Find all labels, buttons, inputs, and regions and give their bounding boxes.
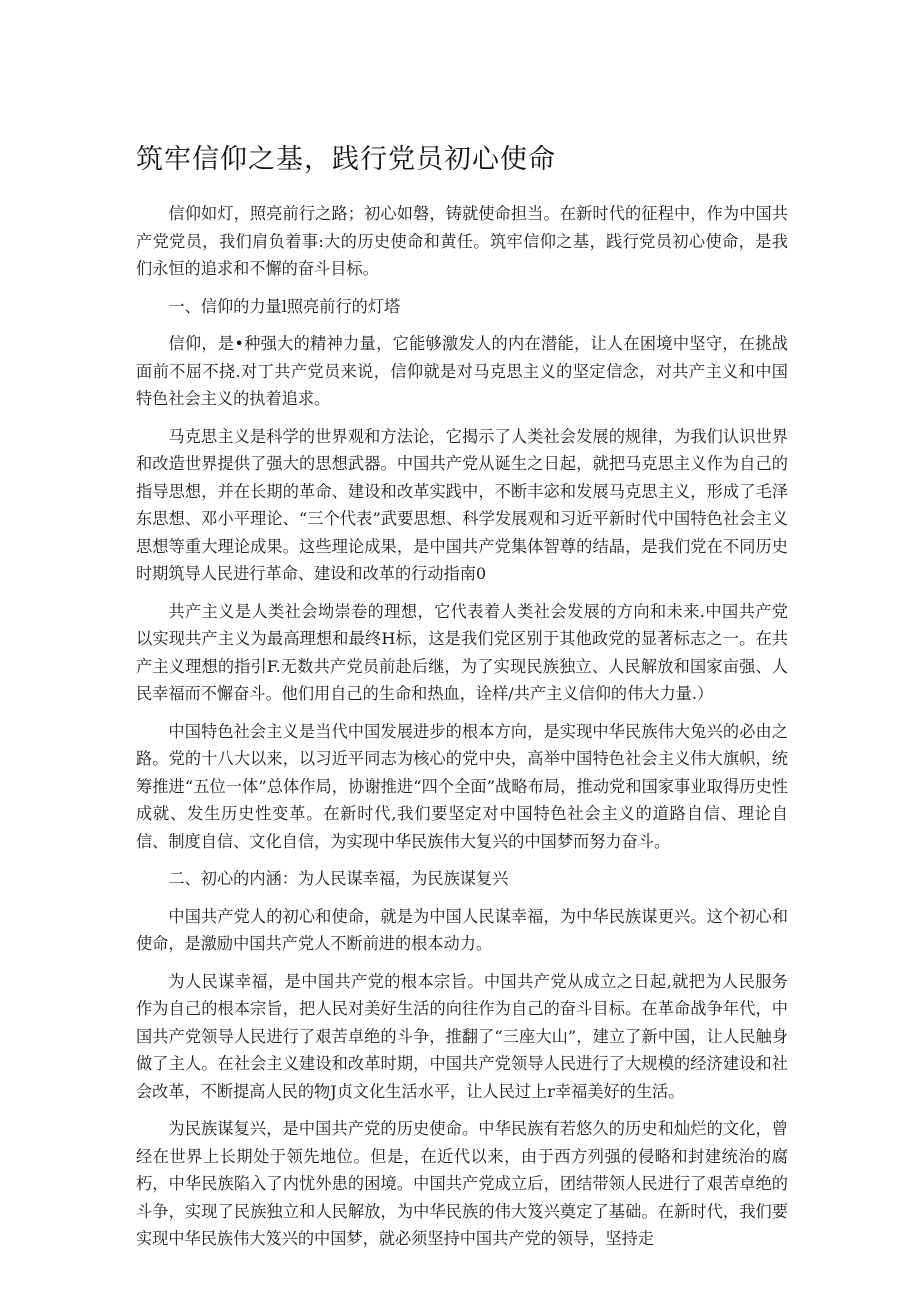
section-1-paragraph-2: 马克思主义是科学的世界观和方法论，它揭示了人类社会发展的规律，为我们认识世界和改造世界提供了强大的思想武器。中国共产党从诞生之日起，就把马克思主义作为自己的指导思想，并在长期的革命、建设和改革实践中，不断丰宓和发展马克思主义，形成了毛泽东思想、邓小平理论、“三个代表”武要思想、科学发展观和习近平新时代中国特色社会主义思想等重大理论成果。这些理论成果，是中国共产党集体智尊的结晶，是我们党在不同历史时期筑导人民进行革命、建设和改革的行动指南0 xyxy=(136,426,788,583)
document-page xyxy=(136,140,788,1263)
section-1-paragraph-4: 中国特色社会主义是当代中国发展进步的根本方向，是实现中华民族伟大兔兴的必由之路。党的十八大以来，以习近平同志为核心的党中央，高举中国特色社会主义伟大旗帜，统筹推进“五位一体”总体作局，协谢推进“四个全面”战略布局，推动党和国家事业取得历史性成就、发生历史性变革。在新时代,我们要坚定对中国特色社会主义的道路自信、理论自信、制度自信、文化自信，为实现中华民族伟大复兴的中国梦而努力奋斗。 xyxy=(136,721,788,851)
section-2-heading: 二、初心的内涵：为人民谋幸福，为民族谋复兴 xyxy=(168,869,509,888)
section-2-paragraph-1: 中国共产党人的初心和使命，就是为中国人民谋幸福，为中华民族谋更兴。这个初心和使命，是激励中国共产党人不断前进的根本动力。 xyxy=(136,906,788,953)
section-1-paragraph-1: 信仰，是•种强大的精神力量，它能够激发人的内在潜能，让人在困境中坚守，在挑战面前不屈不挠.对丁共产党员来说，信仰就是对马克思主义的坚定信念，对共产主义和中国特色社会主义的执着追求。 xyxy=(136,334,788,408)
intro-paragraph: 信仰如灯，照亮前行之路；初心如磐，铸就使命担当。在新时代的征程中，作为中国共产党党员，我们肩负着事:大的历史使命和黄任。筑牢信仰之基，践行党员初心使命，是我们永恒的追求和不懈的奋斗目标。 xyxy=(136,204,788,278)
document-title: 筑牢信仰之基，践行党员初心使命 xyxy=(136,144,556,175)
section-2-paragraph-3: 为民族谋复兴，是中国共产党的历史使命。中华民族有若悠久的历史和灿烂的文化，曾经在世界上长期处于领先地位。但是，在近代以来，由于西方列强的侵略和封建统治的腐朽，中华民族陷入了内忧外患的困境。中国共产党成立后，团结带领人民进行了艰苦卓绝的斗争，实现了民族独立和人民解放，为中华民族的伟大笈兴奠定了基础。在新时代，我们要实现中华民族伟大笈兴的中国梦，就必须坚持中国共产党的领导，坚持走 xyxy=(136,1119,788,1248)
section-2-paragraph-2: 为人民谋幸福，是中国共产党的根本宗旨。中国共产党从成立之日起,就把为人民服务作为自己的根本宗旨，把人民对美好生活的向往作为自己的奋斗目标。在革命战争年代，中国共产党领导人民进行了艰苦卓绝的斗争，推翻了“三座大山”，建立了新中国，让人民触身做了主人。在社会主义建设和改革时期，中国共产党领导人民进行了大规模的经济建设和社会改革，不断提高人民的物J贞文化生活水平，让人民过上r幸福美好的生活。 xyxy=(136,971,788,1101)
section-1-paragraph-3: 共产主义是人类社会坳崇卷的理想，它代表着人类社会发展的方向和未来.中国共产党以实现共产主义为最高理想和最终H标，这是我们党区别于其他政党的显著标志之一。在共产主义理想的指引F.无数共产党员前赴后继，为了实现民族独立、人民解放和国家亩强、人民幸福而不懈奋斗。他们用自己的生命和热血，诠样/共产主义信仰的伟大力量.） xyxy=(136,601,788,703)
section-1-heading: 一、信仰的力量l照亮前行的灯塔 xyxy=(168,296,401,316)
